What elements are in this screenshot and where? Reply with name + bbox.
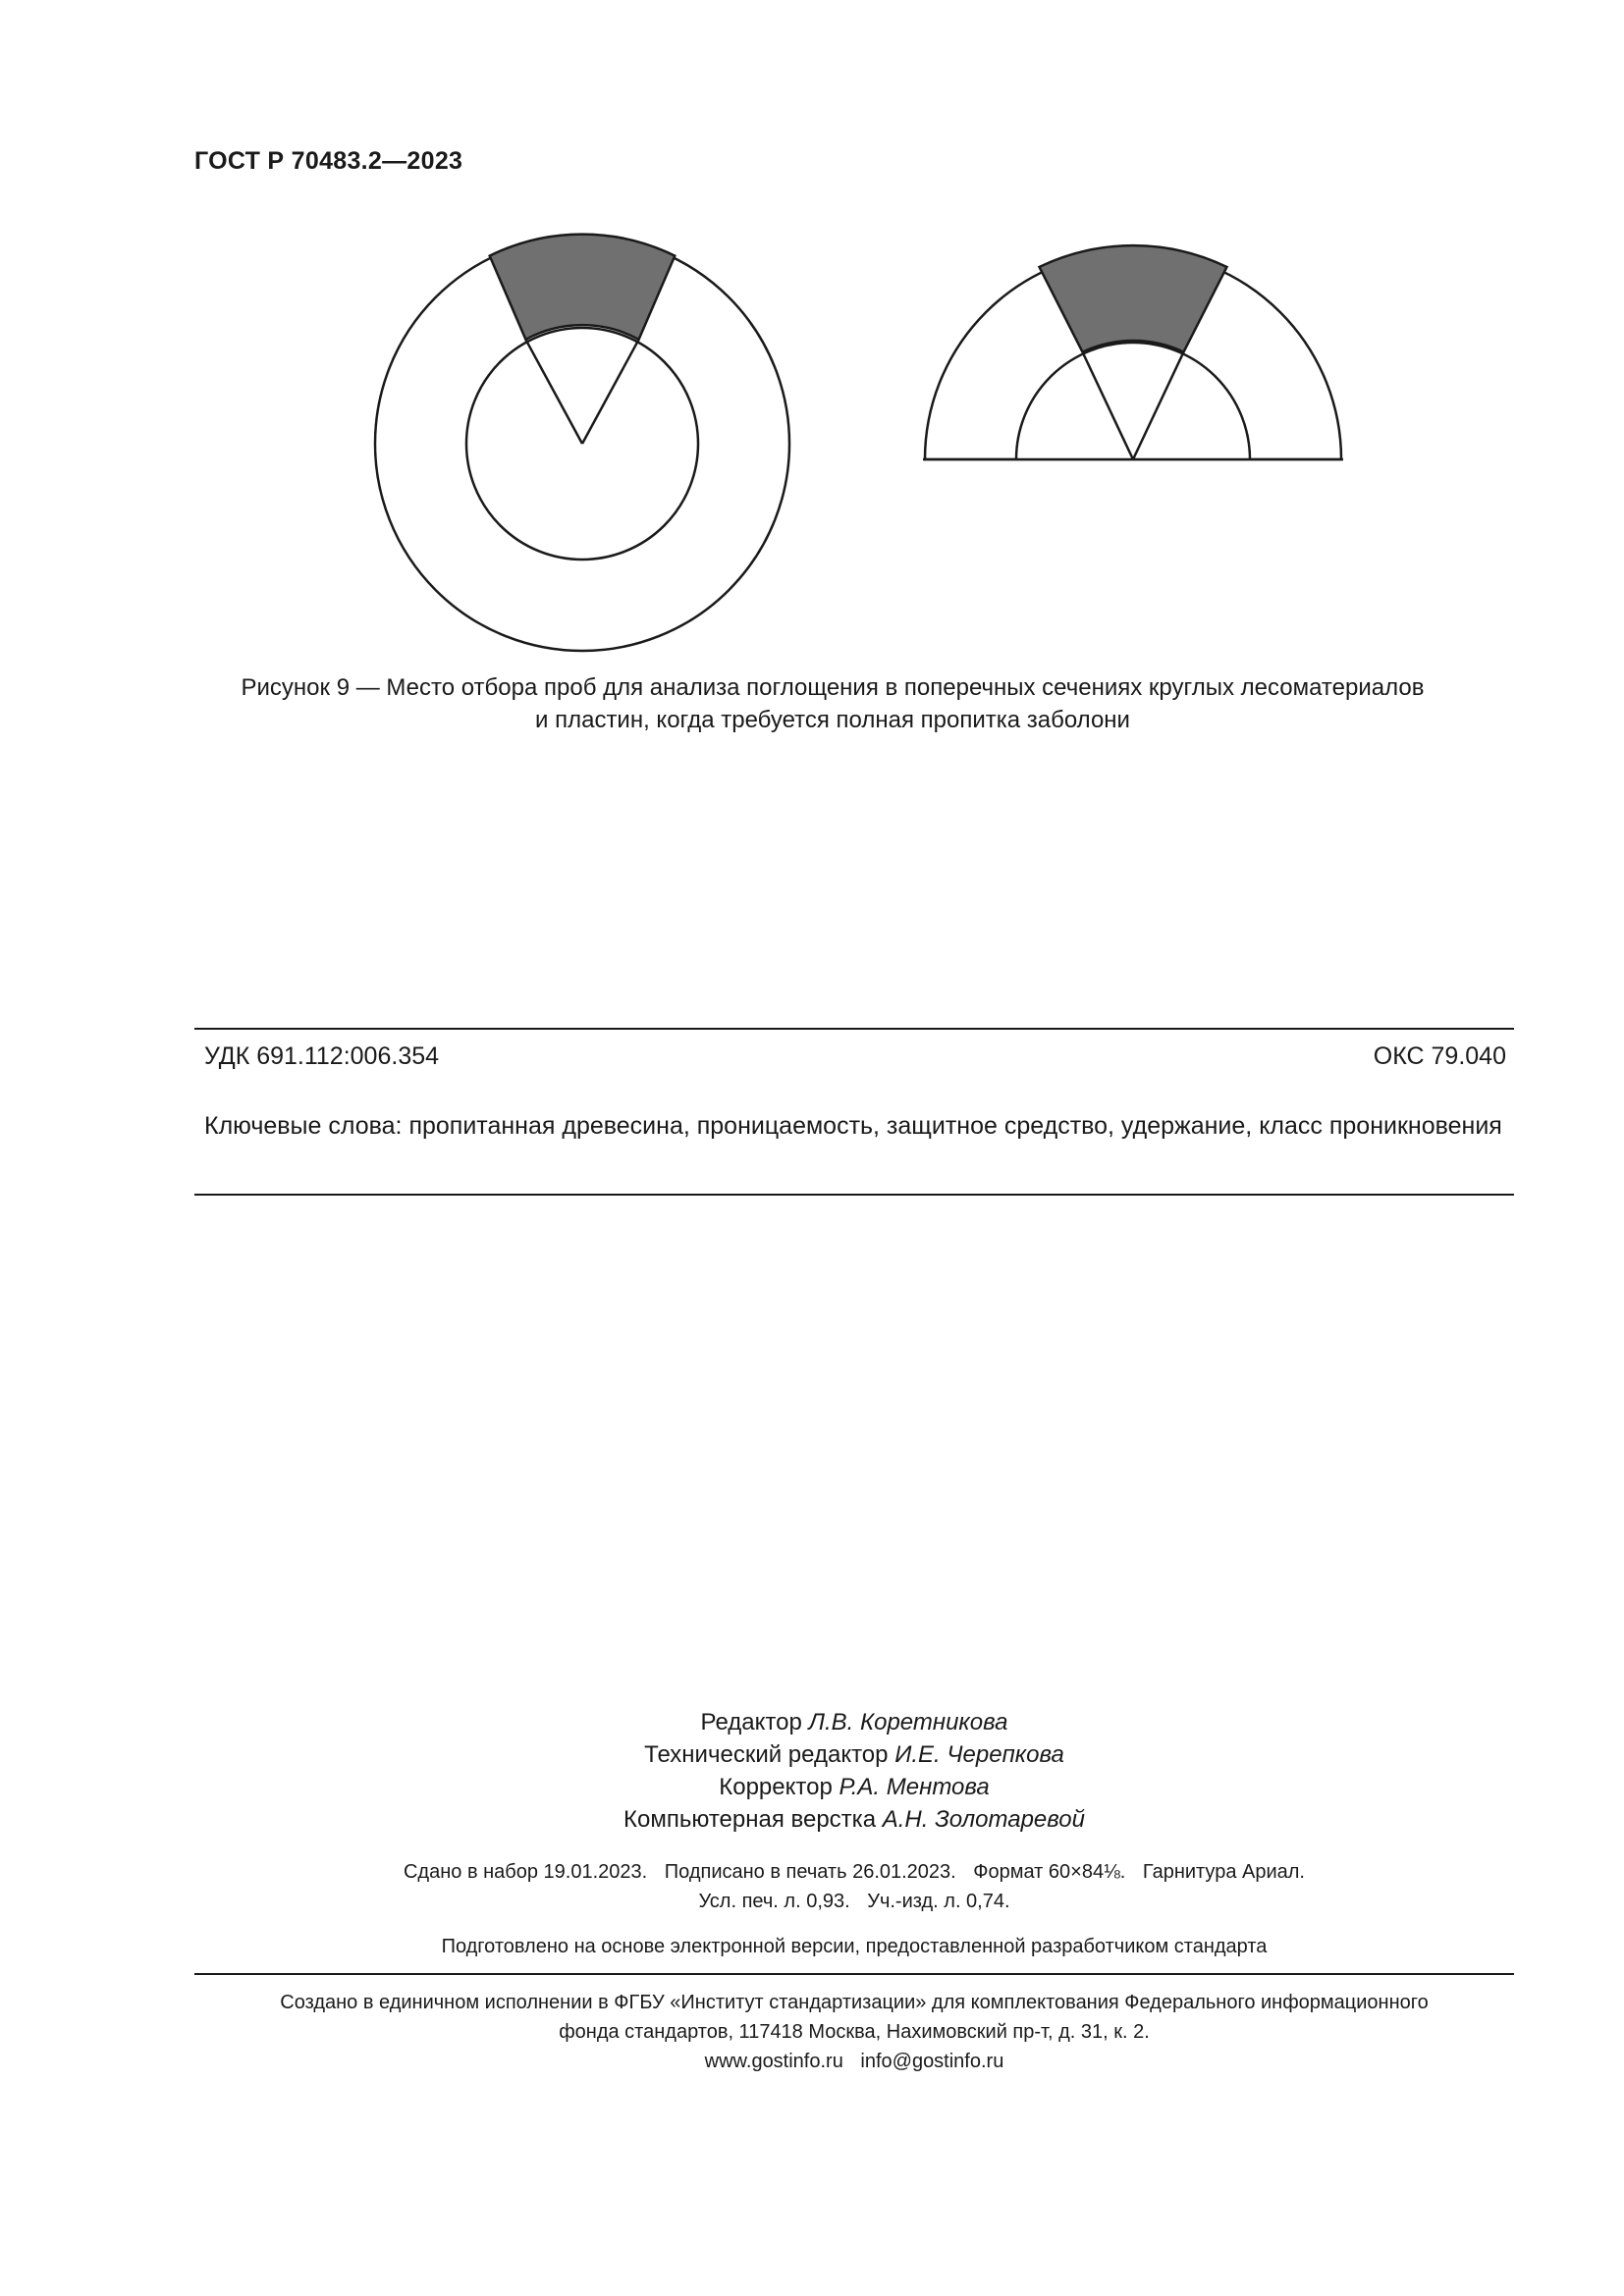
email-link[interactable]: info@gostinfo.ru bbox=[860, 2051, 1004, 2072]
divider-keywords bbox=[194, 1194, 1514, 1196]
website-link[interactable]: www.gostinfo.ru bbox=[704, 2051, 843, 2072]
print-info-line-2 bbox=[194, 1887, 1514, 1916]
footer-contacts bbox=[194, 2047, 1514, 2076]
standard-code: ГОСТ Р 70483.2—2023 bbox=[194, 147, 463, 175]
figure-caption bbox=[194, 671, 1471, 736]
paper-format: Формат 60×84⅛. bbox=[973, 1861, 1126, 1883]
credit-role: Компьютерная верстка bbox=[623, 1806, 877, 1833]
credit-role: Корректор bbox=[719, 1774, 833, 1800]
caption-line-2: и пластин, когда требуется полная пропитка заболони bbox=[535, 707, 1130, 733]
credit-proofreader bbox=[194, 1771, 1514, 1803]
prepared-note: Подготовлено на основе электронной версии, предоставленной разработчиком стандарта bbox=[441, 1936, 1268, 1957]
print-sheets: Усл. печ. л. 0,93. bbox=[698, 1891, 850, 1912]
round-log-cross-section bbox=[375, 235, 789, 651]
sent-date: Сдано в набор 19.01.2023. bbox=[403, 1861, 648, 1883]
footer-block bbox=[194, 1988, 1514, 2076]
footer-line-1: Создано в единичном исполнении в ФГБУ «Институт стандартизации» для комплектования Федерального информационного bbox=[280, 1992, 1429, 2013]
divider-bottom bbox=[194, 1973, 1514, 1975]
udk-code: УДК 691.112:006.354 bbox=[204, 1042, 440, 1070]
credit-layout bbox=[194, 1803, 1514, 1836]
credit-tech-editor bbox=[194, 1738, 1514, 1771]
publisher-sheets: Уч.-изд. л. 0,74. bbox=[867, 1891, 1010, 1912]
keywords: Ключевые слова: пропитанная древесина, проницаемость, защитное средство, удержание, класс проникновения bbox=[204, 1112, 1502, 1140]
credit-role: Технический редактор bbox=[644, 1741, 889, 1768]
credit-editor bbox=[194, 1706, 1514, 1738]
signed-date: Подписано в печать 26.01.2023. bbox=[664, 1861, 956, 1883]
typeface: Гарнитура Ариал. bbox=[1142, 1861, 1305, 1883]
divider-top bbox=[194, 1028, 1514, 1030]
print-info-line-1 bbox=[194, 1857, 1514, 1887]
credits-block bbox=[194, 1706, 1514, 1836]
credit-name: Л.В. Коретникова bbox=[808, 1709, 1008, 1735]
credit-role: Редактор bbox=[700, 1709, 802, 1735]
footer-line-2: фонда стандартов, 117418 Москва, Нахимовский пр-т, д. 31, к. 2. bbox=[559, 2021, 1150, 2043]
figure-9-diagram bbox=[0, 0, 1624, 687]
oks-code: ОКС 79.040 bbox=[1373, 1042, 1506, 1070]
print-info bbox=[194, 1857, 1514, 1916]
caption-line-1: Рисунок 9 — Место отбора проб для анализа поглощения в поперечных сечениях круглых лесоматериалов bbox=[241, 674, 1425, 701]
credit-name: И.Е. Черепкова bbox=[894, 1741, 1064, 1768]
credit-name: А.Н. Золотаревой bbox=[882, 1806, 1085, 1833]
half-round-cross-section bbox=[923, 245, 1343, 459]
credit-name: Р.А. Ментова bbox=[839, 1774, 990, 1800]
